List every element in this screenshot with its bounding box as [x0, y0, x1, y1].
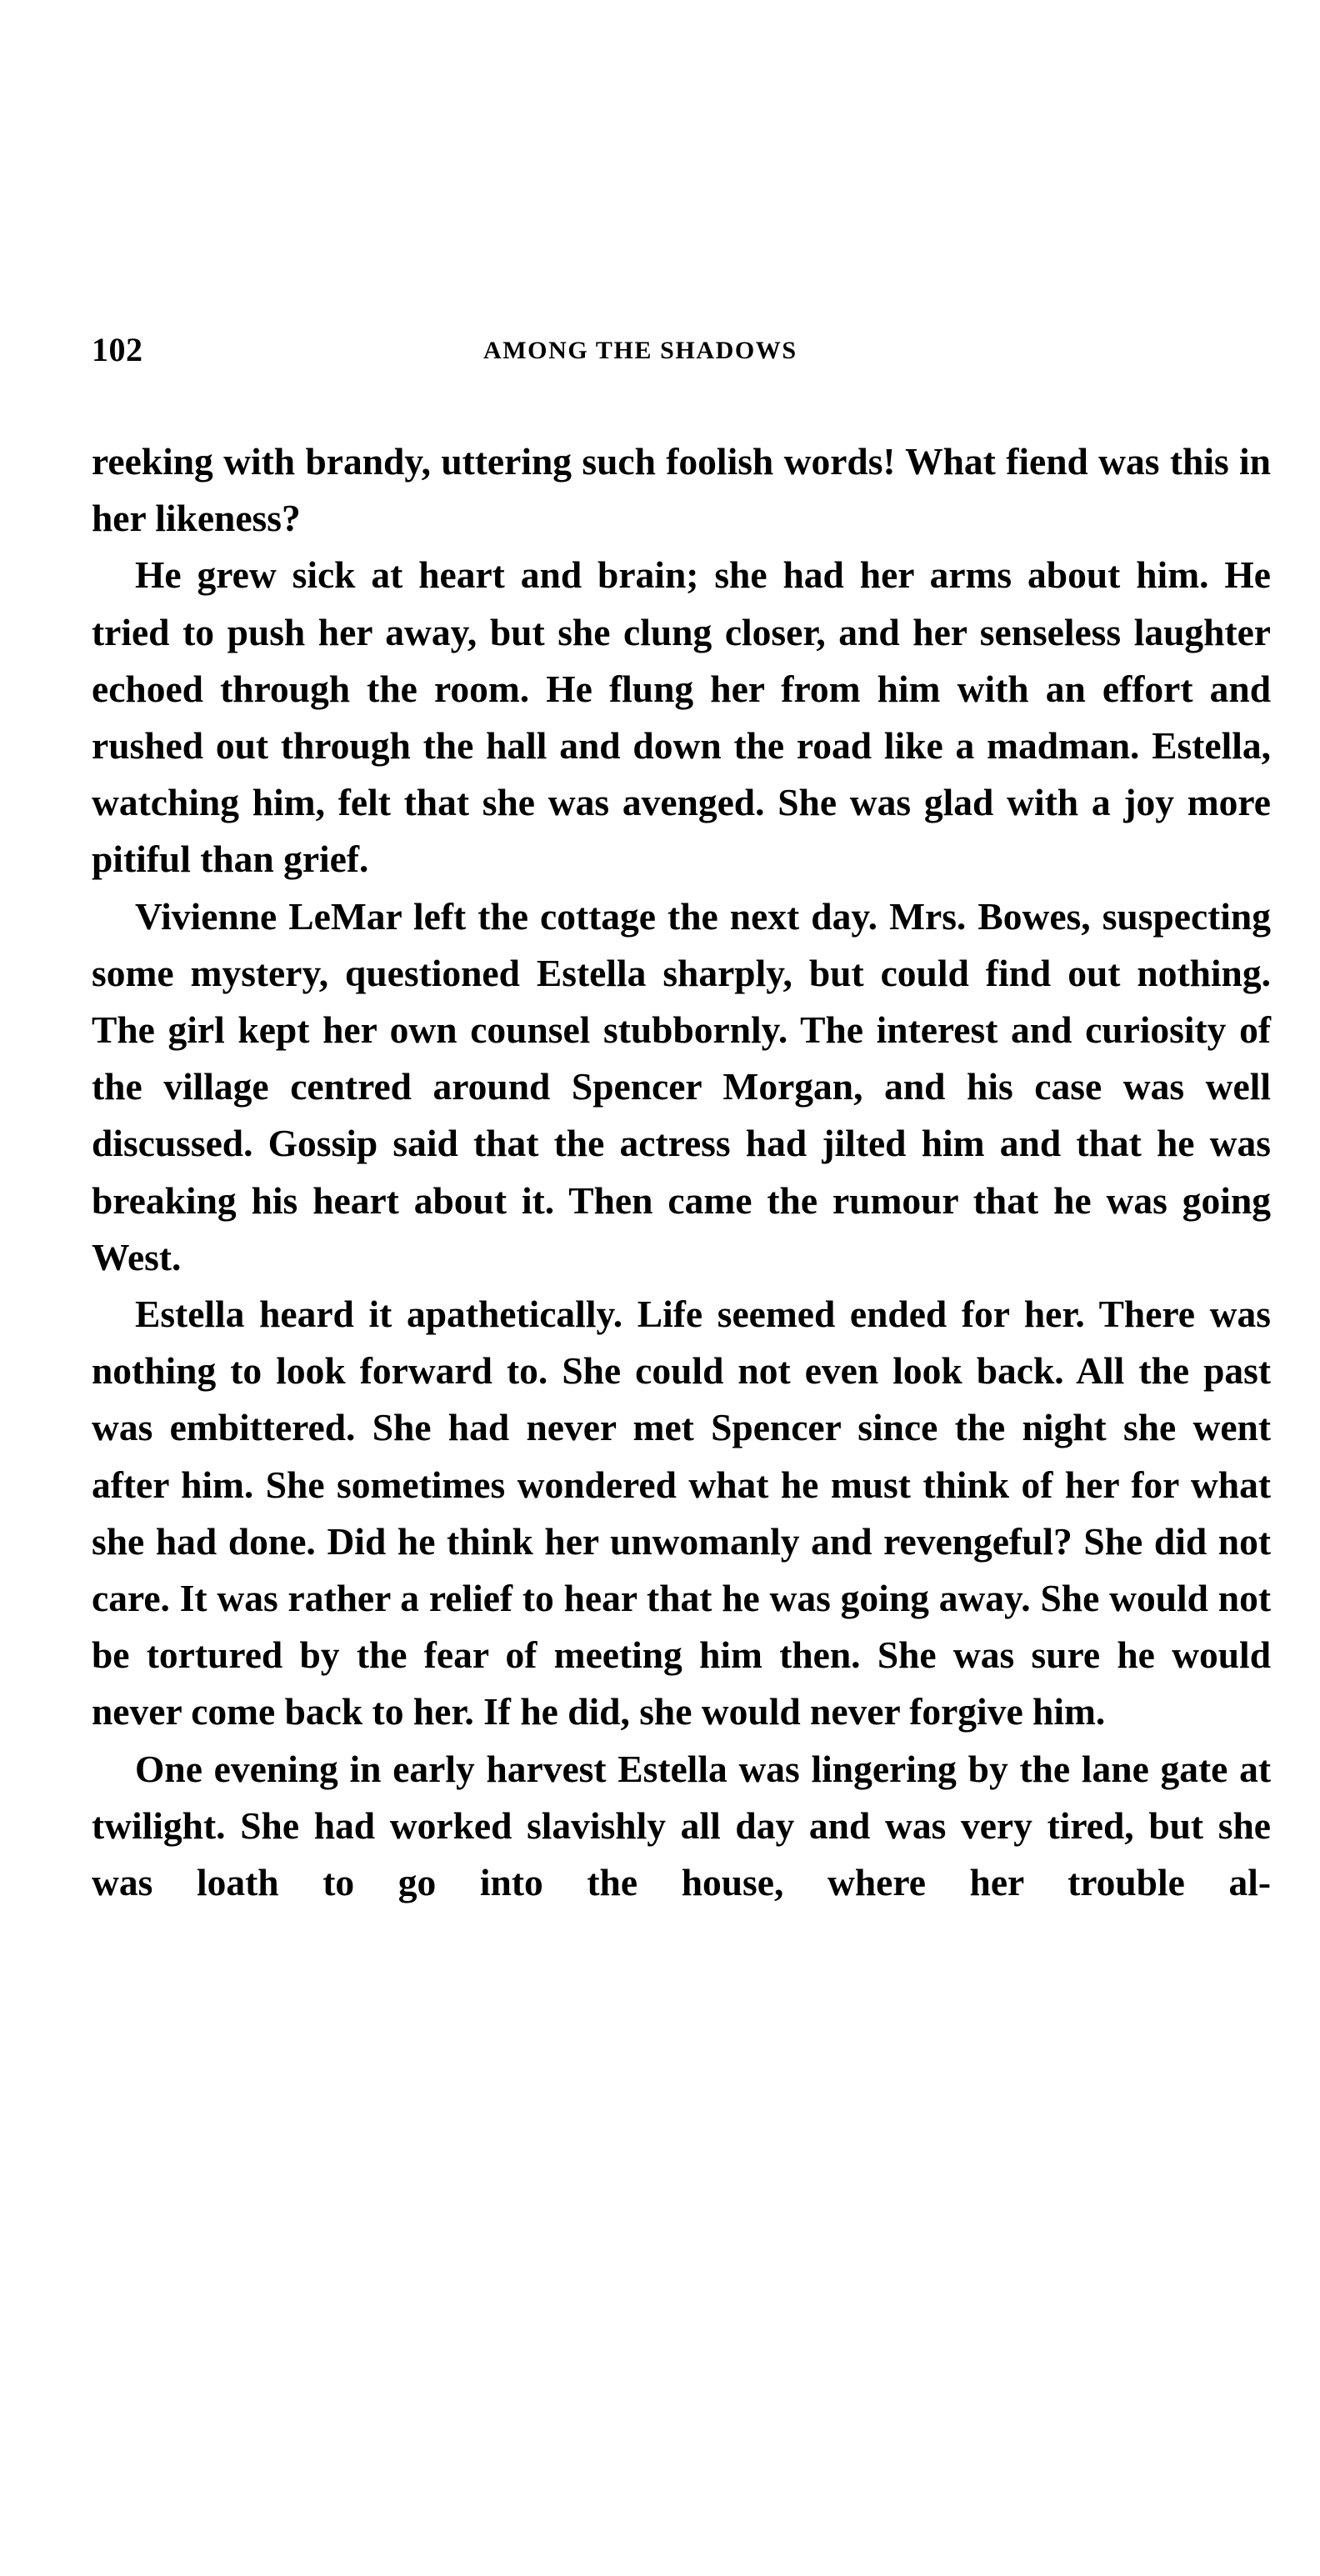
paragraph: He grew sick at heart and brain; she had her arms about him. He tried to push her away, but she clung closer, and her senseless laughter echoed through the room. He flung her from him with an effort and rushed out through the hall and down the road like a madman. Estella, watching him, felt that she was avenged. She was glad with a joy more pitiful than grief. — [92, 553, 1271, 881]
paragraph: reeking with brandy, uttering such foolish words! What fiend was this in her likeness? — [92, 440, 1271, 540]
paragraph: Estella heard it apathetically. Life seemed ended for her. There was nothing to look forward to. She could not even look back. All the past was embittered. She had never met Spencer since the night she went after him. She sometimes wondered what he must think of her for what she had done. Did he think her unwomanly and revengeful? She did not care. It was rather a relief to hear that he was going away. She would not be tortured by the fear of meeting him then. She was sure he would never come back to her. If he did, she would never forgive him. — [92, 1293, 1271, 1733]
page-number: 102 — [92, 331, 143, 368]
page-content — [92, 333, 1275, 1911]
running-head — [92, 333, 1275, 383]
body-text — [92, 433, 1271, 1911]
paragraph: One evening in early harvest Estella was lingering by the lane gate at twilight. She had worked slavishly all day and was very tired, but she was loath to go into the house, where her trouble al- — [92, 1747, 1271, 1904]
paragraph: Vivienne LeMar left the cottage the next day. Mrs. Bowes, suspecting some mystery, questioned Estella sharply, but could find out nothing. The girl kept her own counsel stubbornly. The interest and curiosity of the village centred around Spencer Morgan, and his case was well discussed. Gossip said that the actress had jilted him and that he was breaking his heart about it. Then came the rumour that he was going West. — [92, 894, 1271, 1278]
running-head-title: AMONG THE SHADOWS — [483, 337, 798, 364]
